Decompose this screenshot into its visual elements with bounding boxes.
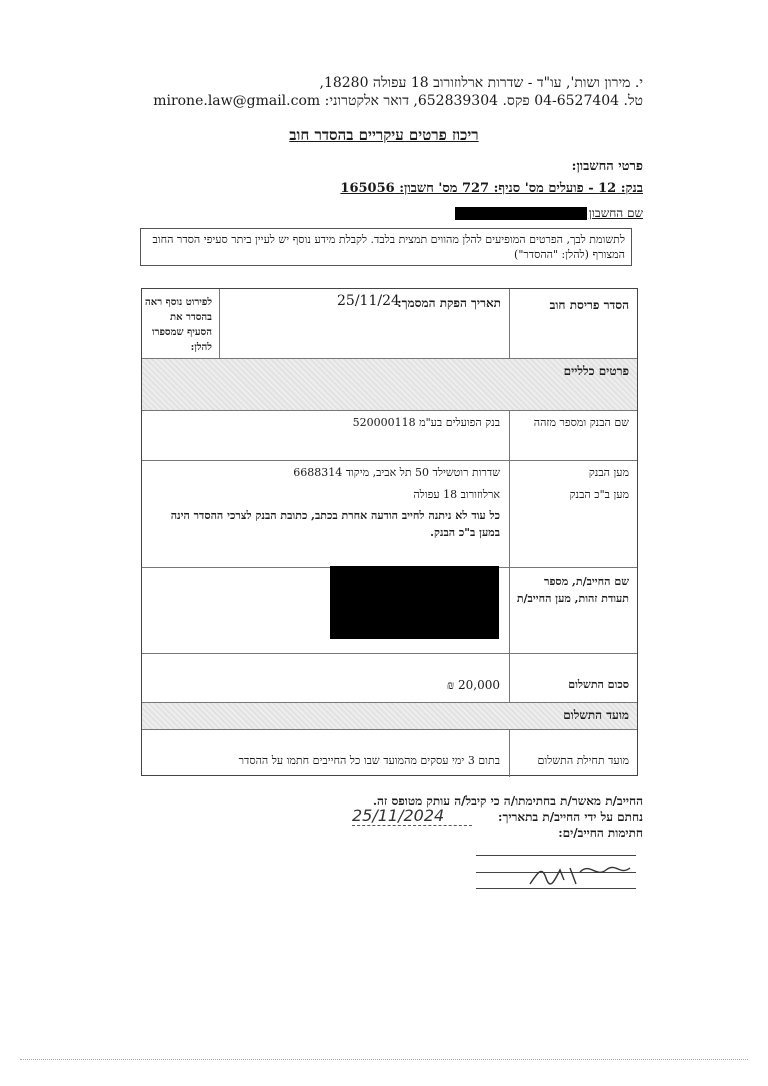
signature-date-label: נחתם על ידי החייב/ת בתאריך:	[498, 810, 643, 824]
account-name-label: שם החשבון	[588, 206, 643, 220]
bank-name-value: בנק הפועלים בע"מ 520000118	[352, 416, 500, 429]
redacted-debtor-details	[330, 566, 499, 639]
table-col-divider	[219, 289, 220, 358]
payment-start-label: מועד תחילת התשלום	[537, 754, 629, 767]
account-bank-line: בנק: 12 - פועלים מס' סניף: 727 מס' חשבון: 165056	[340, 181, 643, 196]
table-row-divider	[142, 410, 637, 411]
cell-settlement-type: הסדר פריסת חוב	[549, 298, 629, 312]
bank-attorney-value: ארלוזורוב 18 עפולה	[413, 488, 500, 501]
details-table	[141, 288, 638, 776]
table-col-divider	[509, 410, 510, 702]
payment-amount-value: 20,000 ₪	[446, 678, 500, 692]
letterhead-address: י. מירון ושות', עו"ד - שדרות ארלוזורוב 18 עפולה 18280,	[319, 75, 643, 91]
document-title: ריכוז פרטים עיקריים בהסדר חוב	[289, 126, 479, 144]
cell-date-value: 25/11/24	[337, 293, 400, 309]
bank-address-label: מען הבנק	[588, 466, 629, 479]
debtor-signatures-label: חתימות החייב/ים:	[558, 826, 643, 840]
page-footer-rule	[20, 1059, 748, 1060]
payment-amount-label: סכום התשלום	[568, 678, 629, 691]
notice-box: לתשומת לבך, הפרטים המופיעים להלן מהווים תמצית בלבד. לקבלת מידע נוסף יש לעיין ביתר סעיפי הסדר החוב המצורף (להלן: "ההסדר")	[140, 228, 632, 266]
table-row-divider	[142, 358, 637, 359]
account-heading: פרטי החשבון:	[571, 159, 643, 174]
account-name-line	[455, 206, 643, 221]
signature-date-handwritten: 25/11/2024	[352, 806, 472, 826]
signature-line	[476, 855, 636, 856]
table-row-divider	[142, 460, 637, 461]
cell-section-reference: לפירוט נוסף ראה בהסדר את הסעיף שמספרו להלן:	[145, 297, 212, 353]
payment-start-value: בתום 3 ימי עסקים מהמועד שבו כל החייבים חתמו על ההסדר	[238, 754, 500, 767]
cell-date-label: תאריך הפקת המסמך:	[397, 296, 501, 310]
bank-address-value: שדרות רוטשילד 50 תל אביב, מיקוד 6688314	[293, 466, 500, 479]
redacted-account-name	[455, 207, 587, 220]
table-row-divider	[142, 702, 637, 703]
table-row-divider	[142, 653, 637, 654]
general-details-header: פרטים כלליים	[563, 364, 629, 378]
bank-attorney-label: מען ב"כ הבנק	[569, 488, 629, 501]
handwritten-signature	[520, 858, 640, 890]
bank-address-note: כל עוד לא ניתנה לחייב הודעה אחרת בכתב, כתובת הבנק לצרכי ההסדר הינה במען ב"כ הבנק.	[170, 509, 500, 539]
bank-name-label: שם הבנק ומספר מזהה	[533, 416, 629, 429]
table-col-divider	[509, 289, 510, 358]
signature-confirmation: החייב/ת מאשר/ת בחתימתו/ה כי קיבל/ה עותק מטופס זה.	[372, 794, 643, 808]
debtor-details-label: שם החייב/ת, מספר תעודת זהות, מען החייב/ת	[516, 575, 629, 605]
payment-schedule-header: מועד התשלום	[563, 708, 629, 722]
letterhead-contact: טל. 04-6527404 פקס. 652839304, דואר אלקטרוני: mirone.law@gmail.com	[153, 93, 643, 109]
table-col-divider	[509, 729, 510, 777]
table-row-divider	[142, 729, 637, 730]
